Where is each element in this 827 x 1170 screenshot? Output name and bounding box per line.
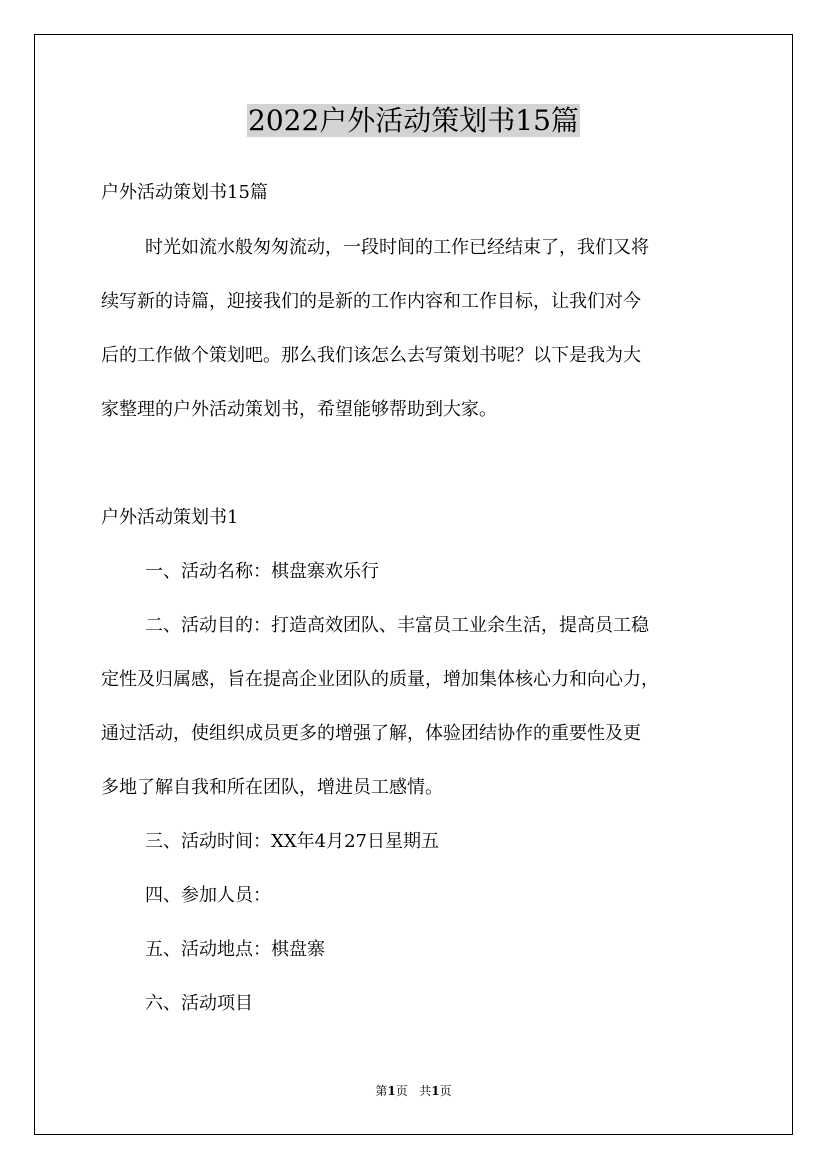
- item-location: 五、活动地点：棋盘寨: [145, 939, 325, 960]
- footer-total-prefix: 共: [419, 1084, 432, 1098]
- item-purpose-line-4: 多地了解自我和所在团队，增进员工感情。: [101, 777, 443, 798]
- item-participants: 四、参加人员：: [145, 885, 271, 906]
- footer-page-current: 1: [387, 1084, 396, 1098]
- document-title-text: 2022户外活动策划书15篇: [248, 104, 579, 137]
- footer-total-suffix: 页: [439, 1084, 452, 1098]
- footer-page-suffix: 页: [395, 1084, 408, 1098]
- item-purpose-line-3: 通过活动，使组织成员更多的增强了解，体验团结协作的重要性及更: [101, 723, 641, 744]
- section-heading: 户外活动策划书1: [101, 507, 239, 528]
- item-activity-time: 三、活动时间：XX年4月27日星期五: [145, 831, 439, 852]
- intro-line-1: 时光如流水般匆匆流动，一段时间的工作已经结束了，我们又将: [145, 237, 649, 258]
- document-subtitle: 户外活动策划书15篇: [101, 182, 268, 203]
- intro-line-2: 续写新的诗篇，迎接我们的是新的工作内容和工作目标，让我们对今: [101, 291, 641, 312]
- page-footer: [0, 1083, 827, 1099]
- document-title: [0, 100, 827, 142]
- intro-line-4: 家整理的户外活动策划书，希望能够帮助到大家。: [101, 399, 497, 420]
- footer-page-total: 1: [431, 1084, 440, 1098]
- intro-line-3: 后的工作做个策划吧。那么我们该怎么去写策划书呢？以下是我为大: [101, 345, 641, 366]
- item-purpose-line-2: 定性及归属感，旨在提高企业团队的质量，增加集体核心力和向心力，: [101, 669, 659, 690]
- item-purpose-line-1: 二、活动目的：打造高效团队、丰富员工业余生活，提高员工稳: [145, 615, 649, 636]
- footer-page-prefix: 第: [375, 1084, 388, 1098]
- item-activity-name: 一、活动名称：棋盘寨欢乐行: [145, 561, 379, 582]
- item-projects: 六、活动项目: [145, 993, 253, 1014]
